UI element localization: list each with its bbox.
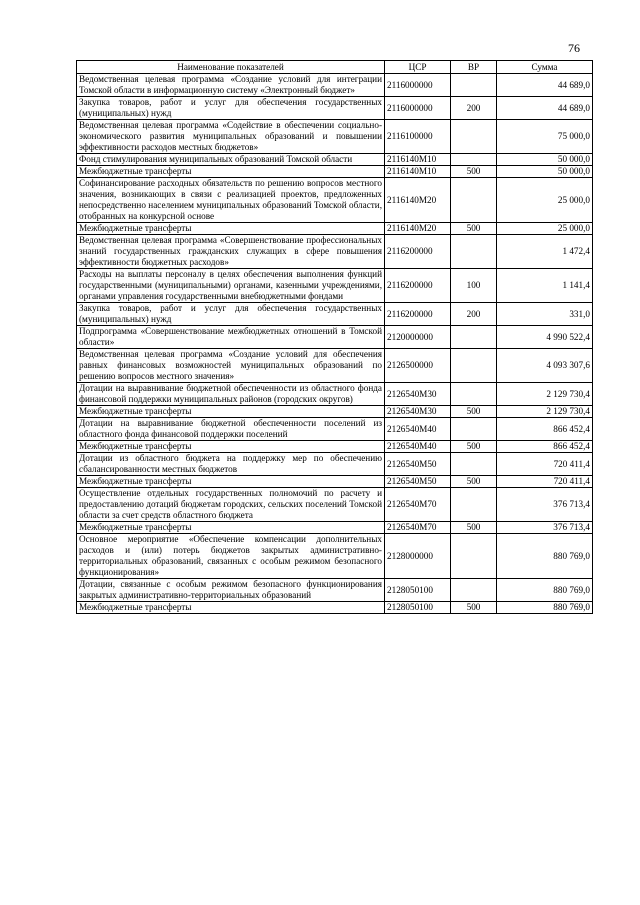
row-csr-cell: 2126540M70 <box>385 488 451 522</box>
row-vr-cell: 500 <box>451 522 497 534</box>
row-sum-cell: 44 689,0 <box>497 74 593 97</box>
row-csr-cell: 2128050100 <box>385 602 451 614</box>
row-vr-cell <box>451 383 497 406</box>
table-row <box>77 579 593 602</box>
row-vr-cell: 500 <box>451 602 497 614</box>
row-sum-cell: 880 769,0 <box>497 579 593 602</box>
table-row <box>77 74 593 97</box>
row-vr-cell <box>451 235 497 269</box>
row-sum-cell: 331,0 <box>497 303 593 326</box>
header-row <box>77 61 593 74</box>
row-csr-cell: 2116100000 <box>385 120 451 154</box>
row-name-cell: Ведомственная целевая программа «Содействие в обеспечении социально-экономического развития муниципальных образований и повышении эффективности расходов местных бюджетов» <box>77 120 385 154</box>
table-row <box>77 349 593 383</box>
row-vr-cell: 500 <box>451 166 497 178</box>
table-body <box>77 74 593 614</box>
row-csr-cell: 2116000000 <box>385 97 451 120</box>
row-name-cell: Ведомственная целевая программа «Совершенствование профессиональных знаний государственных гражданских служащих в сфере повышения эффективности бюджетных расходов» <box>77 235 385 269</box>
row-csr-cell: 2116200000 <box>385 235 451 269</box>
row-name-cell: Расходы на выплаты персоналу в целях обеспечения выполнения функций государственными (муниципальными) органами, казенными учреждениями, органами управления государственными внебюджетными фондами <box>77 269 385 303</box>
row-name-cell: Дотации на выравнивание бюджетной обеспеченности поселений из областного фонда финансовой поддержки поселений <box>77 418 385 441</box>
row-sum-cell: 50 000,0 <box>497 166 593 178</box>
header-csr: ЦСР <box>385 61 451 74</box>
row-csr-cell: 2116140M10 <box>385 166 451 178</box>
table-header <box>77 61 593 74</box>
table-row <box>77 154 593 166</box>
row-sum-cell: 25 000,0 <box>497 178 593 223</box>
header-vr: ВР <box>451 61 497 74</box>
row-csr-cell: 2116140M20 <box>385 223 451 235</box>
row-name-cell: Закупка товаров, работ и услуг для обеспечения государственных (муниципальных) нужд <box>77 303 385 326</box>
table-row <box>77 522 593 534</box>
row-vr-cell <box>451 488 497 522</box>
budget-table <box>76 60 593 614</box>
row-sum-cell: 866 452,4 <box>497 418 593 441</box>
row-sum-cell: 44 689,0 <box>497 97 593 120</box>
row-sum-cell: 376 713,4 <box>497 488 593 522</box>
row-vr-cell <box>451 349 497 383</box>
row-csr-cell: 2126540M30 <box>385 406 451 418</box>
table-row <box>77 406 593 418</box>
row-vr-cell: 500 <box>451 476 497 488</box>
row-csr-cell: 2116200000 <box>385 269 451 303</box>
row-sum-cell: 2 129 730,4 <box>497 383 593 406</box>
row-csr-cell: 2126500000 <box>385 349 451 383</box>
row-sum-cell: 720 411,4 <box>497 476 593 488</box>
row-csr-cell: 2128050100 <box>385 579 451 602</box>
row-csr-cell: 2126540M30 <box>385 383 451 406</box>
row-vr-cell <box>451 453 497 476</box>
row-vr-cell <box>451 418 497 441</box>
row-sum-cell: 2 129 730,4 <box>497 406 593 418</box>
row-name-cell: Основное мероприятие «Обеспечение компенсации дополнительных расходов и (или) потерь бюджетов закрытых административно-территориальных образований, связанных с особым режимом безопасного функционирования» <box>77 534 385 579</box>
row-name-cell: Дотации, связанные с особым режимом безопасного функционирования закрытых административно-территориальных образований <box>77 579 385 602</box>
row-vr-cell: 500 <box>451 406 497 418</box>
row-vr-cell <box>451 120 497 154</box>
row-sum-cell: 880 769,0 <box>497 602 593 614</box>
row-sum-cell: 866 452,4 <box>497 441 593 453</box>
table-row <box>77 97 593 120</box>
row-vr-cell <box>451 579 497 602</box>
row-sum-cell: 880 769,0 <box>497 534 593 579</box>
row-sum-cell: 376 713,4 <box>497 522 593 534</box>
row-vr-cell <box>451 178 497 223</box>
row-vr-cell <box>451 534 497 579</box>
table-row <box>77 418 593 441</box>
row-csr-cell: 2120000000 <box>385 326 451 349</box>
row-sum-cell: 720 411,4 <box>497 453 593 476</box>
table-row <box>77 178 593 223</box>
row-name-cell: Подпрограмма «Совершенствование межбюджетных отношений в Томской области» <box>77 326 385 349</box>
table-row <box>77 326 593 349</box>
row-name-cell: Фонд стимулирования муниципальных образований Томской области <box>77 154 385 166</box>
row-vr-cell: 200 <box>451 303 497 326</box>
page-number: 76 <box>568 41 580 55</box>
row-csr-cell: 2126540M50 <box>385 476 451 488</box>
table-row <box>77 223 593 235</box>
header-sum: Сумма <box>497 61 593 74</box>
row-name-cell: Ведомственная целевая программа «Создание условий для обеспечения равных финансовых возможностей муниципальных образований по решению вопросов местного значения» <box>77 349 385 383</box>
table-row <box>77 488 593 522</box>
row-vr-cell: 200 <box>451 97 497 120</box>
row-vr-cell: 500 <box>451 441 497 453</box>
table-row <box>77 120 593 154</box>
row-sum-cell: 25 000,0 <box>497 223 593 235</box>
row-vr-cell <box>451 326 497 349</box>
table-row <box>77 441 593 453</box>
row-name-cell: Софинансирование расходных обязательств по решению вопросов местного значения, возникающих в связи с реализацией проектов, предложенных непосредственно населением муниципальных образований Томской области, отобранных на конкурсной основе <box>77 178 385 223</box>
row-csr-cell: 2126540M50 <box>385 453 451 476</box>
row-sum-cell: 4 093 307,6 <box>497 349 593 383</box>
row-name-cell: Ведомственная целевая программа «Создание условий для интеграции Томской области в информационную систему «Электронный бюджет» <box>77 74 385 97</box>
row-csr-cell: 2116140M20 <box>385 178 451 223</box>
row-vr-cell: 500 <box>451 223 497 235</box>
row-csr-cell: 2116200000 <box>385 303 451 326</box>
row-name-cell: Межбюджетные трансферты <box>77 476 385 488</box>
row-name-cell: Межбюджетные трансферты <box>77 223 385 235</box>
row-csr-cell: 2126540M40 <box>385 441 451 453</box>
row-sum-cell: 50 000,0 <box>497 154 593 166</box>
table-row <box>77 602 593 614</box>
row-csr-cell: 2116140M10 <box>385 154 451 166</box>
row-csr-cell: 2126540M70 <box>385 522 451 534</box>
table-row <box>77 303 593 326</box>
row-csr-cell: 2126540M40 <box>385 418 451 441</box>
row-name-cell: Межбюджетные трансферты <box>77 602 385 614</box>
row-vr-cell <box>451 74 497 97</box>
row-sum-cell: 4 990 522,4 <box>497 326 593 349</box>
header-name: Наименование показателей <box>77 61 385 74</box>
table-row <box>77 476 593 488</box>
table-row <box>77 166 593 178</box>
row-vr-cell <box>451 154 497 166</box>
table-row <box>77 235 593 269</box>
table-row <box>77 383 593 406</box>
table-row <box>77 269 593 303</box>
row-name-cell: Дотации на выравнивание бюджетной обеспеченности из областного фонда финансовой поддержки муниципальных районов (городских округов) <box>77 383 385 406</box>
row-name-cell: Межбюджетные трансферты <box>77 166 385 178</box>
row-name-cell: Дотации из областного бюджета на поддержку мер по обеспечению сбалансированности местных бюджетов <box>77 453 385 476</box>
row-name-cell: Межбюджетные трансферты <box>77 406 385 418</box>
table-row <box>77 534 593 579</box>
row-name-cell: Межбюджетные трансферты <box>77 441 385 453</box>
row-sum-cell: 1 141,4 <box>497 269 593 303</box>
table-row <box>77 453 593 476</box>
row-csr-cell: 2128000000 <box>385 534 451 579</box>
row-sum-cell: 75 000,0 <box>497 120 593 154</box>
row-name-cell: Осуществление отдельных государственных полномочий по расчету и предоставлению дотаций бюджетам городских, сельских поселений Томской области за счет средств областного бюджета <box>77 488 385 522</box>
row-name-cell: Межбюджетные трансферты <box>77 522 385 534</box>
row-vr-cell: 100 <box>451 269 497 303</box>
row-csr-cell: 2116000000 <box>385 74 451 97</box>
row-name-cell: Закупка товаров, работ и услуг для обеспечения государственных (муниципальных) нужд <box>77 97 385 120</box>
row-sum-cell: 1 472,4 <box>497 235 593 269</box>
